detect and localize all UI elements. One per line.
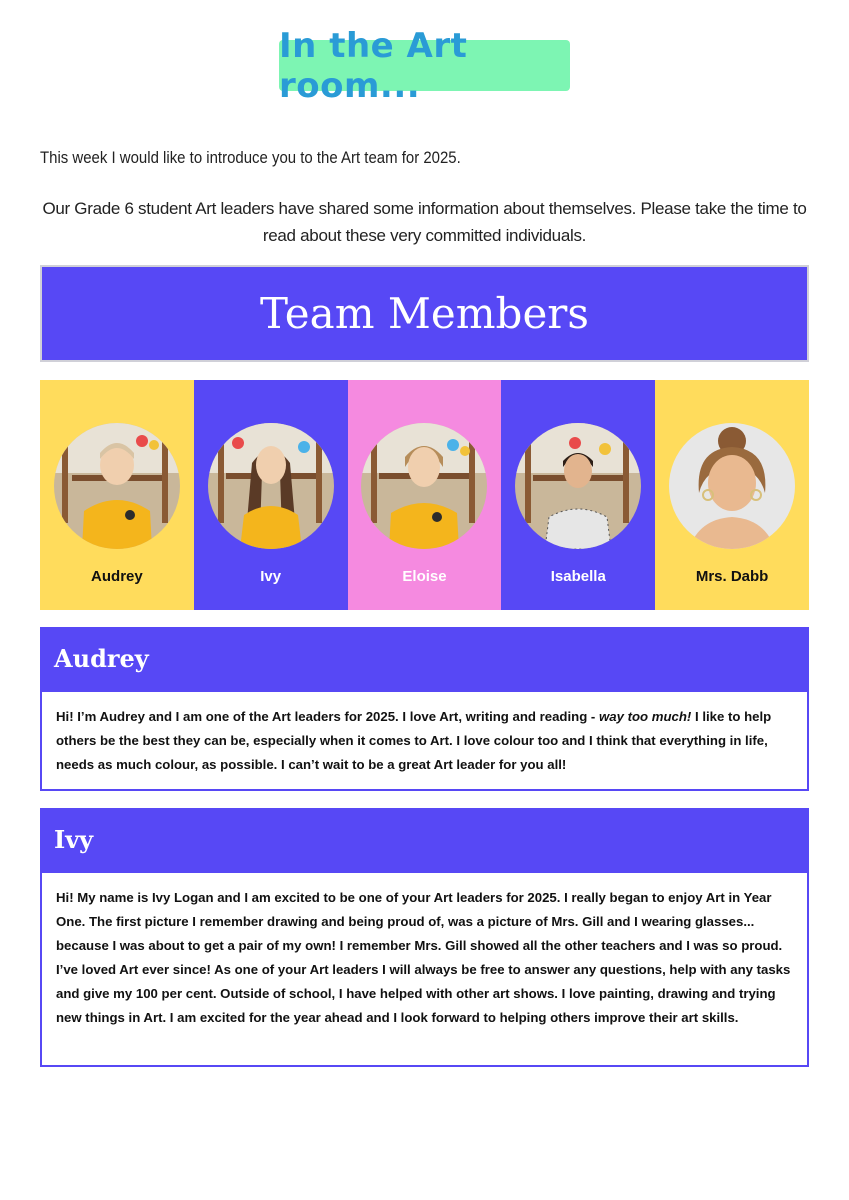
bio-text-audrey-2: I like to help others be the best they can be, especially when it comes to Art. I love colour too and I think that everything in life, needs as much colour, as possible. I can’t wait to be a great Art leader for you all!: [56, 709, 772, 772]
teacher-portrait-icon: [669, 423, 795, 549]
member-name-audrey: Audrey: [91, 568, 143, 585]
student-portrait-icon: [54, 423, 180, 549]
member-card-ivy: [194, 380, 348, 610]
team-members-heading: Team Members: [260, 289, 589, 338]
bio-text-audrey-1: Hi! I’m Audrey and I am one of the Art leaders for 2025. I love Art, writing and reading -: [56, 709, 599, 724]
page-title: In the Art room...: [279, 25, 468, 106]
bio-heading-ivy: Ivy: [54, 825, 94, 854]
bio-header-audrey: [40, 627, 809, 690]
intro-line-2: Our Grade 6 student Art leaders have shared some information about themselves. Please take the time to read about these very committed individuals.: [42, 199, 807, 245]
intro-line-1: This week I would like to introduce you to the Art team for 2025.: [40, 148, 461, 167]
avatar-photo: [361, 423, 487, 549]
team-members-banner: [40, 265, 809, 362]
member-name-ivy: Ivy: [260, 568, 282, 585]
member-card-eloise: [348, 380, 502, 610]
student-portrait-icon: [208, 423, 334, 549]
student-portrait-icon: [515, 423, 641, 549]
member-name-mrs-dabb: Mrs. Dabb: [695, 568, 769, 585]
avatar-photo: [208, 423, 334, 549]
avatar-photo: [669, 423, 795, 549]
bio-heading-audrey: Audrey: [54, 644, 149, 673]
bio-body-audrey: [40, 690, 809, 791]
member-card-audrey: [40, 380, 194, 610]
member-name-isabella: Isabella: [550, 568, 606, 585]
member-card-isabella: [501, 380, 655, 610]
student-portrait-icon: [361, 423, 487, 549]
avatar-photo: [515, 423, 641, 549]
member-name-eloise: Eloise: [402, 568, 447, 585]
bio-text-audrey-emphasis: way too much!: [599, 709, 692, 724]
bio-body-ivy: [40, 871, 809, 1067]
avatar-photo: [54, 423, 180, 549]
team-members-strip: [40, 380, 809, 610]
member-card-mrs-dabb: [655, 380, 809, 610]
bio-text-ivy: Hi! My name is Ivy Logan and I am excited to be one of your Art leaders for 2025. I really began to enjoy Art in Year One. The first picture I remember drawing and being proud of, was a picture of Mrs. Gill and I wearing glasses... because I was about to get a pair of my own! I remember Mrs. Gill showed all the other teachers and I was so proud. I’ve loved Art ever since! As one of your Art leaders I will always be free to answer any questions, help with any tasks and give my 100 per cent. Outside of school, I have helped with other art shows. I love painting, drawing and trying new things in Art. I am excited for the year ahead and I look forward to helping others improve their art skills.: [56, 890, 791, 1025]
bio-header-ivy: [40, 808, 809, 871]
title-badge: [279, 25, 570, 106]
